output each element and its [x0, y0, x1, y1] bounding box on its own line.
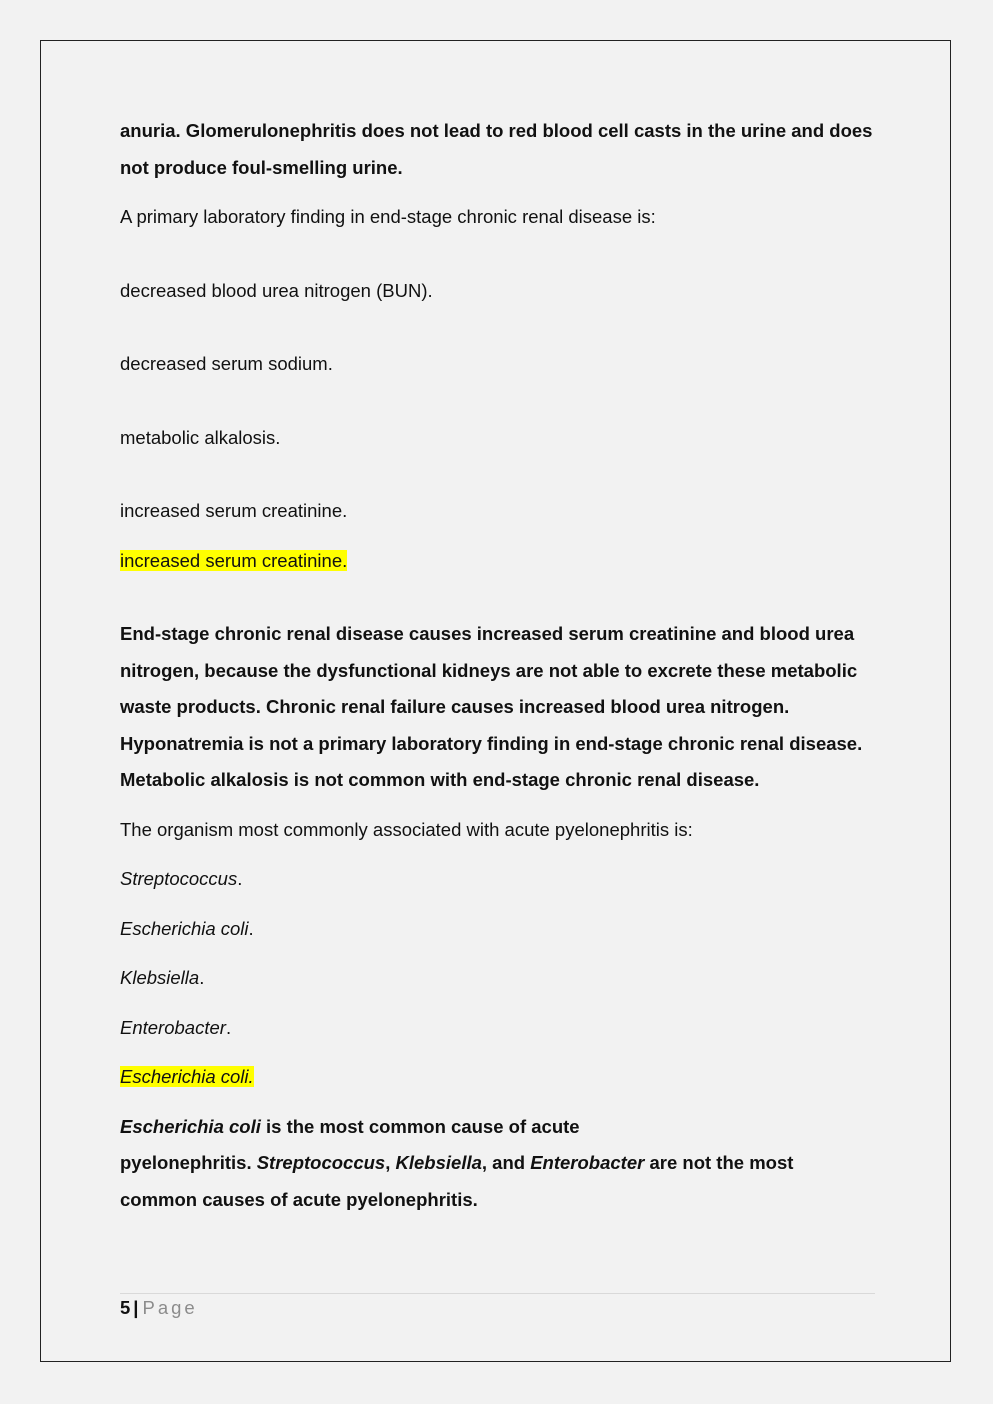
organism-name: Escherichia coli [120, 1115, 261, 1137]
answer-option: decreased blood urea nitrogen (BUN). [120, 279, 433, 301]
organism-name: Escherichia coli [120, 917, 249, 939]
page-label: Page [142, 1297, 198, 1318]
question-stem: The organism most commonly associated with acute pyelonephritis is: [120, 818, 693, 840]
organism-name: Klebsiella [120, 967, 200, 988]
page-number: 5 [120, 1297, 131, 1318]
organism-name: Klebsiella [395, 1152, 482, 1173]
question-stem: A primary laboratory finding in end-stage chronic renal disease is: [120, 206, 656, 227]
correct-answer [120, 1059, 875, 1096]
answer-option: decreased serum sodium. [120, 353, 333, 374]
organism-name: Streptococcus [256, 1152, 386, 1173]
answer-highlight: increased serum creatinine. [120, 549, 348, 571]
rationale-paragraph: End-stage chronic renal disease causes increased serum creatinine and blood urea nitrogen, because the dysfunctional kidneys are not able to excrete these metabolic waste products. Chronic renal failure causes increased blood urea nitrogen. Hyponatremia is not a primary laboratory finding in end-stage chronic renal disease. Metabolic alkalosis is not common with end-stage chronic renal disease. [120, 623, 863, 790]
organism-name: Streptococcus [120, 868, 238, 889]
answer-option: Streptococcus. [120, 868, 243, 889]
answer-highlight: Escherichia coli. [120, 1066, 254, 1087]
page-footer [120, 1296, 198, 1320]
answer-option: metabolic alkalosis. [120, 426, 281, 448]
organism-name: Enterobacter [530, 1152, 645, 1173]
answer-option: Enterobacter. [120, 1016, 232, 1038]
organism-name: Enterobacter [120, 1016, 226, 1038]
answer-option: Klebsiella. [120, 967, 205, 988]
page-content [120, 113, 875, 1218]
rationale-paragraph: anuria. Glomerulonephritis does not lead to red blood cell casts in the urine and does not produce foul-smelling urine. [120, 120, 873, 178]
correct-answer [120, 543, 875, 580]
answer-option: increased serum creatinine. [120, 500, 348, 521]
answer-option: Escherichia coli. [120, 917, 254, 939]
rationale-paragraph: Escherichia coli is the most common cause of acute pyelonephritis. Streptococcus, Klebsiella, and Enterobacter are not the most common causes of acute pyelonephritis. [120, 1115, 794, 1210]
footer-divider [120, 1293, 875, 1294]
footer-separator: | [133, 1297, 139, 1318]
